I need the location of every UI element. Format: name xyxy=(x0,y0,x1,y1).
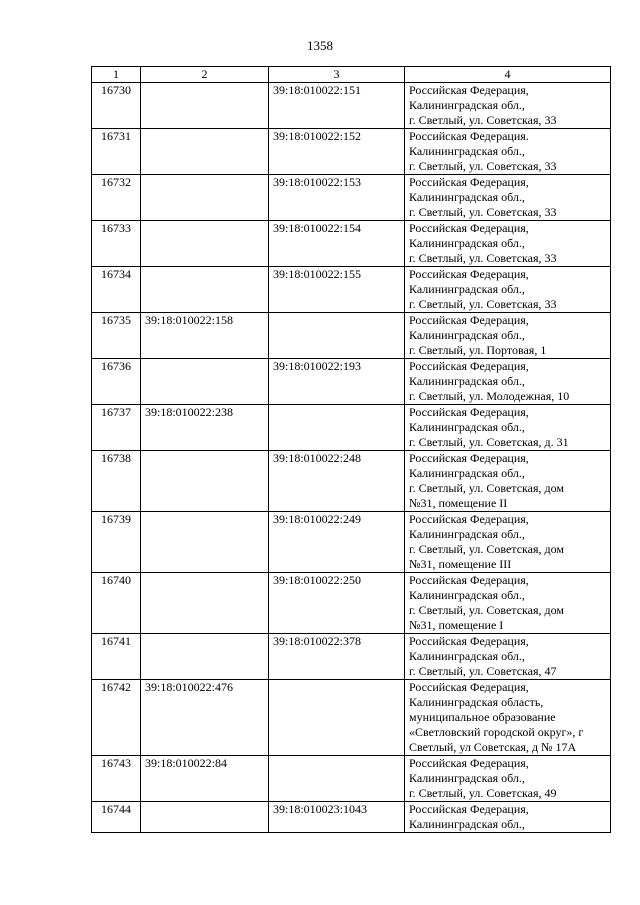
cadastral-number-col2 xyxy=(141,573,269,634)
address-line: г. Светлый, ул. Советская, дом xyxy=(409,481,564,495)
cadastral-number-col3 xyxy=(269,756,405,802)
table-row xyxy=(92,313,611,359)
address-line: Калининградская обл., xyxy=(409,190,525,204)
header-col-1: 1 xyxy=(92,67,141,83)
table-row xyxy=(92,221,611,267)
address-line: Калининградская обл., xyxy=(409,817,525,831)
address-line: Калининградская обл., xyxy=(409,588,525,602)
row-number: 16742 xyxy=(92,680,141,756)
registry-table xyxy=(91,66,611,833)
address-line: Калининградская обл., xyxy=(409,527,525,541)
address-line: Калининградская обл., xyxy=(409,466,525,480)
address-cell xyxy=(405,221,611,267)
address-line: Калининградская область, xyxy=(409,695,544,709)
table-row xyxy=(92,83,611,129)
header-col-4: 4 xyxy=(405,67,611,83)
table-row xyxy=(92,405,611,451)
address-line: Российская Федерация, xyxy=(409,313,529,327)
table-body xyxy=(92,83,611,833)
address-line: Калининградская обл., xyxy=(409,771,525,785)
cadastral-number-col3 xyxy=(269,405,405,451)
address-line: Калининградская обл., xyxy=(409,420,525,434)
address-line: Калининградская обл., xyxy=(409,98,525,112)
address-cell xyxy=(405,802,611,833)
cadastral-number-col3: 39:18:010022:155 xyxy=(269,267,405,313)
address-line: Российская Федерация, xyxy=(409,83,529,97)
row-number: 16731 xyxy=(92,129,141,175)
address-cell xyxy=(405,405,611,451)
table-row xyxy=(92,756,611,802)
address-line: г. Светлый, ул. Советская, 33 xyxy=(409,251,557,265)
address-line: Российская Федерация, xyxy=(409,451,529,465)
address-line: Российская Федерация, xyxy=(409,512,529,526)
cadastral-number-col2 xyxy=(141,634,269,680)
address-cell xyxy=(405,451,611,512)
address-line: г. Светлый, ул. Молодежная, 10 xyxy=(409,389,570,403)
table-row xyxy=(92,680,611,756)
address-line: №31, помещение III xyxy=(409,557,512,571)
row-number: 16730 xyxy=(92,83,141,129)
address-line: г. Светлый, ул. Советская, д. 31 xyxy=(409,435,569,449)
row-number: 16738 xyxy=(92,451,141,512)
address-line: Российская Федерация, xyxy=(409,634,529,648)
address-line: Калининградская обл., xyxy=(409,282,525,296)
header-col-2: 2 xyxy=(141,67,269,83)
address-cell xyxy=(405,573,611,634)
table-row xyxy=(92,175,611,221)
table-row xyxy=(92,129,611,175)
address-line: №31, помещение I xyxy=(409,618,504,632)
address-line: г. Светлый, ул. Советская, 33 xyxy=(409,205,557,219)
cadastral-number-col3: 39:18:010022:193 xyxy=(269,359,405,405)
address-line: г. Светлый, ул. Советская, 33 xyxy=(409,297,557,311)
address-line: Калининградская обл., xyxy=(409,649,525,663)
address-line: Калининградская обл., xyxy=(409,328,525,342)
address-line: г. Светлый, ул. Портовая, 1 xyxy=(409,343,547,357)
cadastral-number-col3: 39:18:010022:378 xyxy=(269,634,405,680)
row-number: 16733 xyxy=(92,221,141,267)
address-cell xyxy=(405,680,611,756)
cadastral-number-col2: 39:18:010022:158 xyxy=(141,313,269,359)
address-cell xyxy=(405,634,611,680)
address-cell xyxy=(405,756,611,802)
address-line: г. Светлый, ул. Советская, 47 xyxy=(409,664,557,678)
row-number: 16734 xyxy=(92,267,141,313)
address-cell xyxy=(405,267,611,313)
cadastral-number-col2 xyxy=(141,512,269,573)
cadastral-number-col2 xyxy=(141,359,269,405)
address-line: г. Светлый, ул. Советская, дом xyxy=(409,603,564,617)
address-line: Российская Федерация, xyxy=(409,573,529,587)
address-cell xyxy=(405,359,611,405)
row-number: 16739 xyxy=(92,512,141,573)
table-header-row xyxy=(92,67,611,83)
address-cell xyxy=(405,83,611,129)
cadastral-number-col3: 39:18:010022:250 xyxy=(269,573,405,634)
address-line: Российская Федерация, xyxy=(409,802,529,816)
address-line: Калининградская обл., xyxy=(409,374,525,388)
table-row xyxy=(92,451,611,512)
address-line: муниципальное образование xyxy=(409,710,556,724)
cadastral-number-col3: 39:18:010022:248 xyxy=(269,451,405,512)
address-line: «Светловский городской округ», г xyxy=(409,725,584,739)
address-line: Российская Федерация, xyxy=(409,756,529,770)
table-row xyxy=(92,512,611,573)
address-line: Калининградская обл., xyxy=(409,144,525,158)
address-line: Российская Федерация, xyxy=(409,405,529,419)
table-row xyxy=(92,573,611,634)
cadastral-number-col2 xyxy=(141,83,269,129)
row-number: 16737 xyxy=(92,405,141,451)
address-line: г. Светлый, ул. Советская, 49 xyxy=(409,786,557,800)
cadastral-number-col3: 39:18:010022:249 xyxy=(269,512,405,573)
row-number: 16741 xyxy=(92,634,141,680)
cadastral-number-col3 xyxy=(269,680,405,756)
address-line: Российская Федерация, xyxy=(409,221,529,235)
row-number: 16743 xyxy=(92,756,141,802)
address-line: г. Светлый, ул. Советская, 33 xyxy=(409,159,557,173)
address-line: Российская Федерация, xyxy=(409,175,529,189)
address-line: Российская Федерация, xyxy=(409,359,529,373)
row-number: 16740 xyxy=(92,573,141,634)
address-line: г. Светлый, ул. Советская, дом xyxy=(409,542,564,556)
address-cell xyxy=(405,313,611,359)
address-cell xyxy=(405,512,611,573)
page-number: 1358 xyxy=(307,38,333,53)
cadastral-number-col3: 39:18:010022:151 xyxy=(269,83,405,129)
row-number: 16744 xyxy=(92,802,141,833)
address-line: №31, помещение II xyxy=(409,496,508,510)
cadastral-number-col2 xyxy=(141,129,269,175)
cadastral-number-col3: 39:18:010023:1043 xyxy=(269,802,405,833)
address-line: Российская Федерация, xyxy=(409,267,529,281)
cadastral-number-col3: 39:18:010022:152 xyxy=(269,129,405,175)
address-line: Калининградская обл., xyxy=(409,236,525,250)
cadastral-number-col2 xyxy=(141,221,269,267)
table-row xyxy=(92,359,611,405)
cadastral-number-col2: 39:18:010022:84 xyxy=(141,756,269,802)
row-number: 16736 xyxy=(92,359,141,405)
address-line: Светлый, ул Советская, д № 17А xyxy=(409,740,577,754)
cadastral-number-col2 xyxy=(141,267,269,313)
address-line: Российская Федерация. xyxy=(409,129,529,143)
row-number: 16735 xyxy=(92,313,141,359)
cadastral-number-col3: 39:18:010022:154 xyxy=(269,221,405,267)
cadastral-number-col2 xyxy=(141,175,269,221)
address-cell xyxy=(405,129,611,175)
table-row xyxy=(92,802,611,833)
row-number: 16732 xyxy=(92,175,141,221)
address-cell xyxy=(405,175,611,221)
table-row xyxy=(92,634,611,680)
cadastral-number-col2 xyxy=(141,451,269,512)
cadastral-number-col3 xyxy=(269,313,405,359)
cadastral-number-col2: 39:18:010022:238 xyxy=(141,405,269,451)
cadastral-number-col2 xyxy=(141,802,269,833)
address-line: г. Светлый, ул. Советская, 33 xyxy=(409,113,557,127)
cadastral-number-col2: 39:18:010022:476 xyxy=(141,680,269,756)
table-row xyxy=(92,267,611,313)
header-col-3: 3 xyxy=(269,67,405,83)
address-line: Российская Федерация, xyxy=(409,680,529,694)
cadastral-number-col3: 39:18:010022:153 xyxy=(269,175,405,221)
